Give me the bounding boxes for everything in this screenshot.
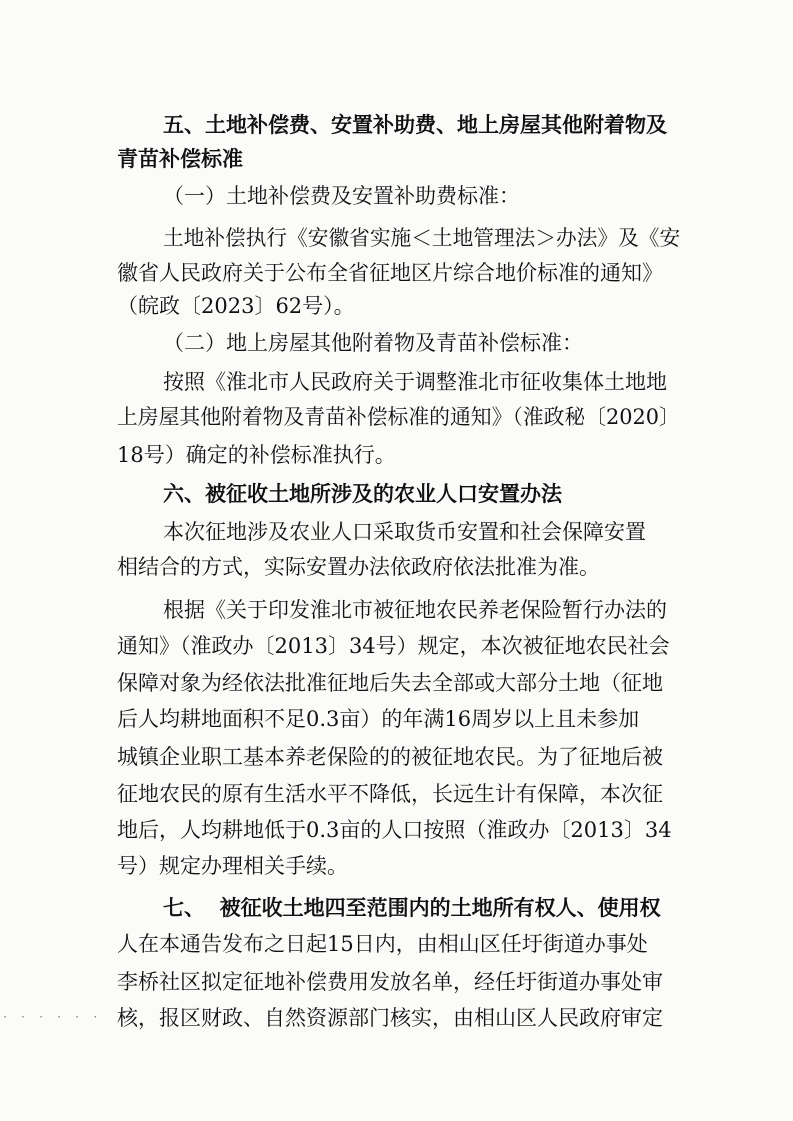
paragraph-line: 人在本通告发布之日起15日内，由相山区任圩街道办事处 xyxy=(117,932,648,956)
paragraph-line: 号）规定办理相关手续。 xyxy=(117,854,348,878)
paragraph-line: 保障对象为经依法批准征地后失去全部或大部分土地（征地 xyxy=(117,671,663,695)
subsection-heading: （一）土地补偿费及安置补助费标准： xyxy=(163,184,520,208)
section-heading: 七、 被征收土地四至范围内的土地所有权人、使用权 xyxy=(163,896,661,920)
section-heading: 六、被征收土地所涉及的农业人口安置办法 xyxy=(163,482,562,506)
paragraph-line: 城镇企业职工基本养老保险的的被征地农民。为了征地后被 xyxy=(117,745,663,769)
paragraph-line: 土地补偿执行《安徽省实施＜土地管理法＞办法》及《安 xyxy=(163,226,681,250)
section-heading: 青苗补偿标准 xyxy=(117,147,243,171)
paragraph-line: 通知》（淮政办〔2013〕34号）规定，本次被征地农民社会 xyxy=(117,634,670,658)
paragraph-line: （皖政〔2023〕62号）。 xyxy=(117,294,355,318)
subsection-heading: （二）地上房屋其他附着物及青苗补偿标准： xyxy=(163,331,583,355)
paragraph-line: 本次征地涉及农业人口采取货币安置和社会保障安置 xyxy=(163,520,646,544)
paragraph-line: 地后，人均耕地低于0.3亩的人口按照（淮政办〔2013〕34 xyxy=(117,818,672,842)
paragraph-line: 后人均耕地面积不足0.3亩）的年满16周岁以上且未参加 xyxy=(117,707,640,731)
paragraph-line: 18号）确定的补偿标准执行。 xyxy=(117,443,396,467)
paragraph-line: 上房屋其他附着物及青苗补偿标准的通知》（淮政秘〔2020〕 xyxy=(117,405,680,429)
paragraph-line: 核，报区财政、自然资源部门核实，由相山区人民政府审定 xyxy=(117,1006,663,1030)
scan-edge-marks: · · · · · · xyxy=(2,1012,102,1023)
paragraph-line: 相结合的方式，实际安置办法依政府依法批准为准。 xyxy=(117,555,600,579)
paragraph-line: 按照《淮北市人民政府关于调整淮北市征收集体土地地 xyxy=(163,370,667,394)
paragraph-line: 徽省人民政府关于公布全省征地区片综合地价标准的通知》 xyxy=(117,261,663,285)
paragraph-line: 根据《关于印发淮北市被征地农民养老保险暂行办法的 xyxy=(163,598,667,622)
section-heading: 五、土地补偿费、安置补助费、地上房屋其他附着物及 xyxy=(163,113,667,137)
paragraph-line: 李桥社区拟定征地补偿费用发放名单，经任圩街道办事处审 xyxy=(117,970,663,994)
paragraph-line: 征地农民的原有生活水平不降低，长远生计有保障，本次征 xyxy=(117,782,663,806)
